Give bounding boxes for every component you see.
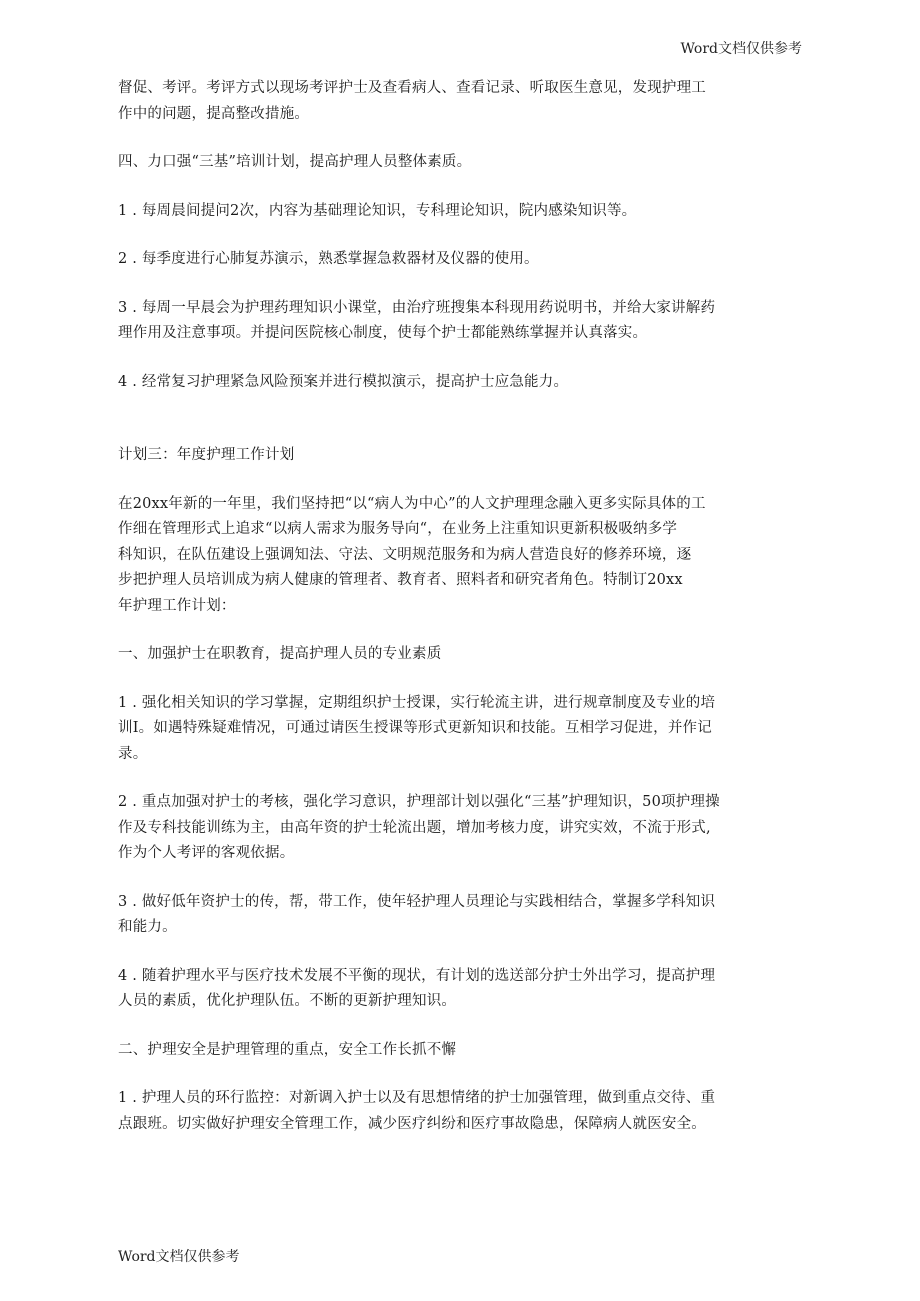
text-line: 和能力。: [118, 919, 177, 935]
section-heading-two: [118, 1038, 804, 1064]
text-line: 在20xx年新的一年里，我们坚持把“以“病人为中心”的人文护理理念融入更多实际具体的工: [118, 495, 706, 512]
text-line: 1 . 每周晨间提问2次，内容为基础理论知识，专科理论知识，院内感染知识等。: [118, 202, 637, 219]
paragraph-supervision: [118, 76, 804, 127]
text-line: 督促、考评。考评方式以现场考评护士及查看病人、查看记录、听取医生意见，发现护理工: [118, 80, 706, 96]
text-line: 四、力口强“三基”培训计划，提高护理人员整体素质。: [118, 154, 472, 170]
list-item-2: [118, 247, 804, 273]
text-line: 4 . 经常复习护理紧急风险预案并进行模拟演示，提高护士应急能力。: [118, 373, 569, 390]
text-line: 点跟班。切实做好护理安全管理工作，减少医疗纠纷和医疗事故隐患，保障病人就医安全。: [118, 1115, 706, 1132]
section-heading-one: [118, 642, 804, 668]
document-body: [118, 76, 804, 1160]
text-line: 作中的问题，提高整改措施。: [118, 105, 310, 122]
text-line: 一、加强护士在职教育，提高护理人员的专业素质: [118, 646, 442, 662]
section-heading-four: [118, 150, 804, 176]
text-line: 步把护理人员培训成为病人健康的管理者、教育者、照料者和研究者角色。特制订20xx: [118, 572, 683, 588]
list-item-2: [118, 790, 804, 867]
text-line: 科知识，在队伍建设上强调知法、守法、文明规范服务和为病人营造良好的修养环境，逐: [118, 546, 692, 563]
text-line: 作为个人考评的客观依据。: [118, 845, 295, 861]
list-item-4: [118, 370, 804, 396]
list-item-3: [118, 890, 804, 941]
text-line: 3 . 每周一早晨会为护理药理知识小课堂，由治疗班搜集本科现用药说明书，并给大家讲解药: [118, 299, 716, 316]
text-line: 2 . 重点加强对护士的考核，强化学习意识，护理部计划以强化“三基”护理知识，50项护理操: [118, 794, 720, 810]
text-line: 计划三：年度护理工作计划: [118, 447, 295, 463]
text-line: 1 . 强化相关知识的学习掌握，定期组织护士授课，实行轮流主讲，进行规章制度及专业的培: [118, 694, 716, 711]
list-item-1: [118, 1086, 804, 1137]
text-line: 2 . 每季度进行心肺复苏演示，熟悉掌握急救器材及仪器的使用。: [118, 251, 539, 267]
text-line: 3 . 做好低年资护士的传，帮，带工作，使年轻护理人员理论与实践相结合，掌握多学科知识: [118, 893, 716, 910]
text-line: 4 . 随着护理水平与医疗技术发展不平衡的现状，有计划的选送部分护士外出学习，提高护理: [118, 967, 716, 984]
text-line: 训I。如遇特殊疑难情况，可通过请医生授课等形式更新知识和技能。互相学习促进，并作记: [118, 720, 712, 736]
list-item-3: [118, 296, 804, 347]
list-item-1: [118, 199, 804, 225]
text-line: 作细在管理形式上追求“以病人需求为服务导向“，在业务上注重知识更新积极吸纳多学: [118, 521, 678, 537]
page-footer: Word文档仅供参考: [118, 1249, 240, 1265]
text-line: 理作用及注意事项。并提问医院核心制度，使每个护士都能熟练掌握并认真落实。: [118, 325, 648, 341]
text-line: 1 . 护理人员的环行监控：对新调入护士以及有思想情绪的护士加强管理，做到重点交待、重: [118, 1090, 716, 1106]
list-item-1: [118, 691, 804, 768]
text-line: 作及专科技能训练为主，由高年资的护士轮流出题，增加考核力度，讲究实效，不流于形式,: [118, 819, 711, 836]
list-item-4: [118, 964, 804, 1015]
paragraph-intro: [118, 492, 804, 620]
text-line: 二、护理安全是护理管理的重点，安全工作长抓不懈: [118, 1041, 457, 1058]
page-header: Word文档仅供参考: [680, 41, 802, 57]
text-line: 年护理工作计划：: [118, 597, 236, 614]
plan-three-title: [118, 443, 804, 469]
text-line: 人员的素质，优化护理队伍。不断的更新护理知识。: [118, 993, 457, 1009]
text-line: 录。: [118, 745, 148, 762]
